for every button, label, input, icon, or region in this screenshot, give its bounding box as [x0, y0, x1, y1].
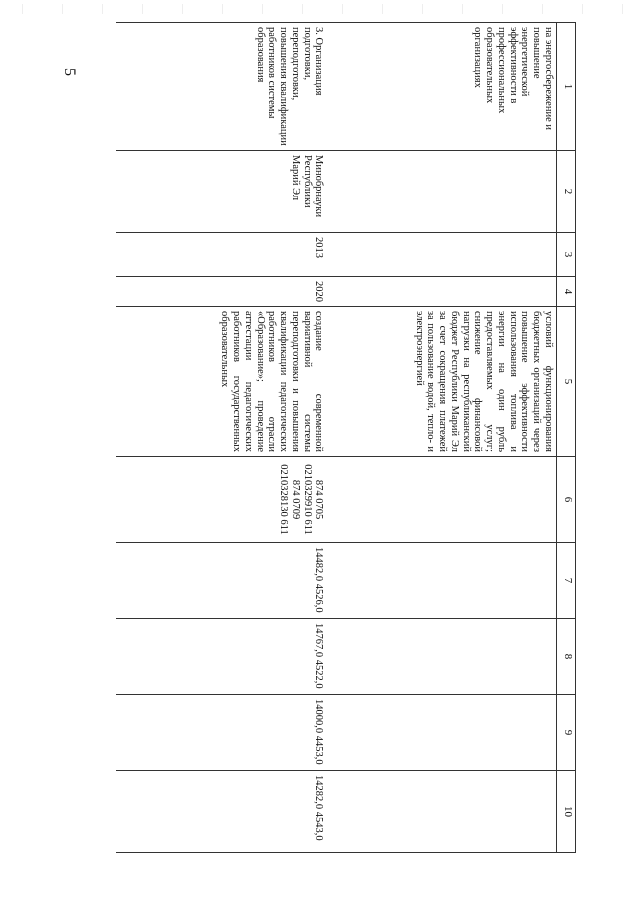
col-header-1: 1 [557, 23, 576, 151]
cell-result: условий функционирования бюджетных организаций через повышение эффективности использования топлива и энергии на один рубль предоставляемых услуг; снижение финансовой нагрузки на республиканский бюджет Республики Марий Эл за счет сокращения платежей за пользование водой, тепло- и электроэнергией [327, 307, 557, 457]
cell-value-7: 14482,0 4526,0 [117, 543, 327, 619]
cell-value-9: 14000,0 4453,0 [117, 695, 327, 771]
col-header-2: 2 [557, 151, 576, 233]
cell-value-10: 14282,0 4543,0 [117, 771, 327, 853]
cell-value-8: 14767,0 4522,0 [117, 619, 327, 695]
col-header-5: 5 [557, 307, 576, 457]
cell-start-year [327, 233, 557, 277]
cell-budget-code [327, 457, 557, 543]
table-row [327, 23, 557, 853]
cell-budget-code: 874 0705 0210329910 611 874 0709 0210328130 611 [117, 457, 327, 543]
cell-executor [327, 151, 557, 233]
col-header-10: 10 [557, 771, 576, 853]
program-table [117, 22, 577, 853]
cell-value-9 [327, 695, 557, 771]
cell-activity: 3. Организация подготовки, переподготовки, повышения квалификации работников системы образования [117, 23, 327, 151]
col-header-6: 6 [557, 457, 576, 543]
table-header-row [557, 23, 576, 853]
scan-noise [8, 4, 632, 14]
cell-end-year: 2020 [117, 277, 327, 307]
cell-end-year [327, 277, 557, 307]
cell-value-7 [327, 543, 557, 619]
cell-activity: на энергосбережение и повышение энергетической эффективности в профессиональных образовательных организациях [327, 23, 557, 151]
page-number: 5 [61, 68, 78, 76]
cell-result: создание современной вариативной системы переподготовки и повышения квалификации педагогических работников отрасли «Образование»; проведение аттестации педагогических работников государственных образовательных [117, 307, 327, 457]
rotated-table-block [86, 22, 576, 852]
cell-value-10 [327, 771, 557, 853]
cell-value-8 [327, 619, 557, 695]
col-header-9: 9 [557, 695, 576, 771]
col-header-8: 8 [557, 619, 576, 695]
col-header-3: 3 [557, 233, 576, 277]
cell-start-year: 2013 [117, 233, 327, 277]
col-header-7: 7 [557, 543, 576, 619]
col-header-4: 4 [557, 277, 576, 307]
cell-executor: Минобрнауки Республики Марий Эл [117, 151, 327, 233]
table-row [117, 23, 327, 853]
